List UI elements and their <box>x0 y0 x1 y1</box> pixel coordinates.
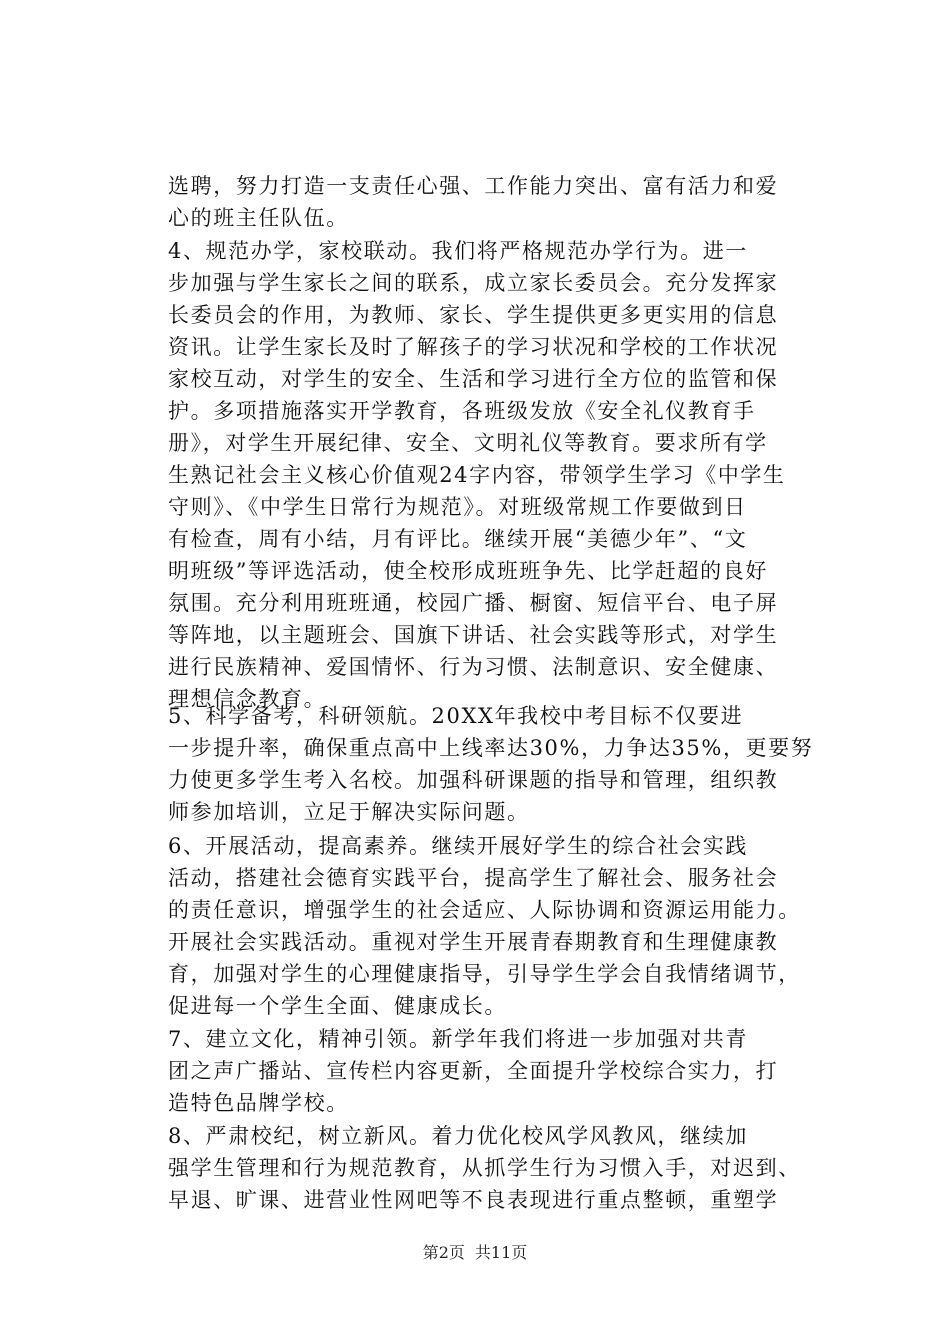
text-line: 5、科学备考，科研领航。20XX年我校中考目标不仅要进 <box>168 704 744 728</box>
text-line: 氛围。充分利用班班通，校园广播、橱窗、短信平台、电子屏 <box>168 591 779 615</box>
text-line: 早退、旷课、进营业性网吧等不良表现进行重点整顿，重塑学 <box>168 1188 779 1212</box>
text-line: 造特色品牌学校。 <box>168 1091 349 1115</box>
paragraph-item-5 <box>168 700 838 828</box>
text-line: 师参加培训，立足于解决实际问题。 <box>168 800 530 824</box>
text-line: 长委员会的作用，为教师、家长、学生提供更多更实用的信息 <box>168 303 779 327</box>
paragraph-item-8 <box>168 1120 838 1216</box>
text-line: 团之声广播站、宣传栏内容更新，全面提升学校综合实力，打 <box>168 1059 779 1083</box>
text-line: 护。多项措施落实开学教育，各班级发放《安全礼仪教育手 <box>168 399 756 423</box>
text-line: 册》，对学生开展纪律、安全、文明礼仪等教育。要求所有学 <box>168 431 768 455</box>
paragraph-item-4 <box>168 235 838 715</box>
text-line: 强学生管理和行为规范教育，从抓学生行为习惯入手，对迟到、 <box>168 1156 801 1180</box>
text-line: 育，加强对学生的心理健康指导，引导学生学会自我情绪调节， <box>168 962 801 986</box>
text-line: 促进每一个学生全面、健康成长。 <box>168 994 507 1018</box>
text-line: 生熟记社会主义核心价值观24字内容，带领学生学习《中学生 <box>168 463 786 487</box>
text-line: 家校互动，对学生的安全、生活和学习进行全方位的监管和保 <box>168 367 779 391</box>
text-line: 开展社会实践活动。重视对学生开展青春期教育和生理健康教 <box>168 930 779 954</box>
page-number: 第2页 <box>422 1243 465 1262</box>
paragraph-1 <box>168 170 838 234</box>
page-footer <box>0 1240 950 1263</box>
paragraph-item-6 <box>168 830 838 1022</box>
text-line: 力使更多学生考入名校。加强科研课题的指导和管理，组织教 <box>168 768 779 792</box>
text-line: 心的班主任队伍。 <box>168 206 349 230</box>
text-line: 8、严肃校纪，树立新风。着力优化校风学风教风，继续加 <box>168 1124 748 1148</box>
text-line: 6、开展活动，提高素养。继续开展好学生的综合社会实践 <box>168 834 748 858</box>
text-line: 守则》、《中学生日常行为规范》。对班级常规工作要做到日 <box>168 495 747 519</box>
text-line: 步加强与学生家长之间的联系，成立家长委员会。充分发挥家 <box>168 271 779 295</box>
text-line: 有检查，周有小结，月有评比。继续开展“美德少年”、“文 <box>168 527 748 551</box>
text-line: 资讯。让学生家长及时了解孩子的学习状况和学校的工作状况 <box>168 335 779 359</box>
text-line: 明班级”等评选活动，使全校形成班班争先、比学赶超的良好 <box>168 559 768 583</box>
text-line: 7、建立文化，精神引领。新学年我们将进一步加强对共青 <box>168 1027 748 1051</box>
text-line: 一步提升率，确保重点高中上线率达30%，力争达35%，更要努 <box>168 736 814 760</box>
paragraph-item-7 <box>168 1023 838 1119</box>
text-line: 等阵地，以主题班会、国旗下讲话、社会实践等形式，对学生 <box>168 623 779 647</box>
text-line: 的责任意识，增强学生的社会适应、人际协调和资源运用能力。 <box>168 898 801 922</box>
text-line: 理想信念教育。 <box>168 687 327 711</box>
text-line: 选聘，努力打造一支责任心强、工作能力突出、富有活力和爱 <box>168 174 779 198</box>
page-total: 共11页 <box>474 1243 528 1262</box>
text-line: 活动，搭建社会德育实践平台，提高学生了解社会、服务社会 <box>168 866 779 890</box>
text-line: 4、规范办学，家校联动。我们将严格规范办学行为。进一 <box>168 239 748 263</box>
text-line: 进行民族精神、爱国情怀、行为习惯、法制意识、安全健康、 <box>168 655 779 679</box>
